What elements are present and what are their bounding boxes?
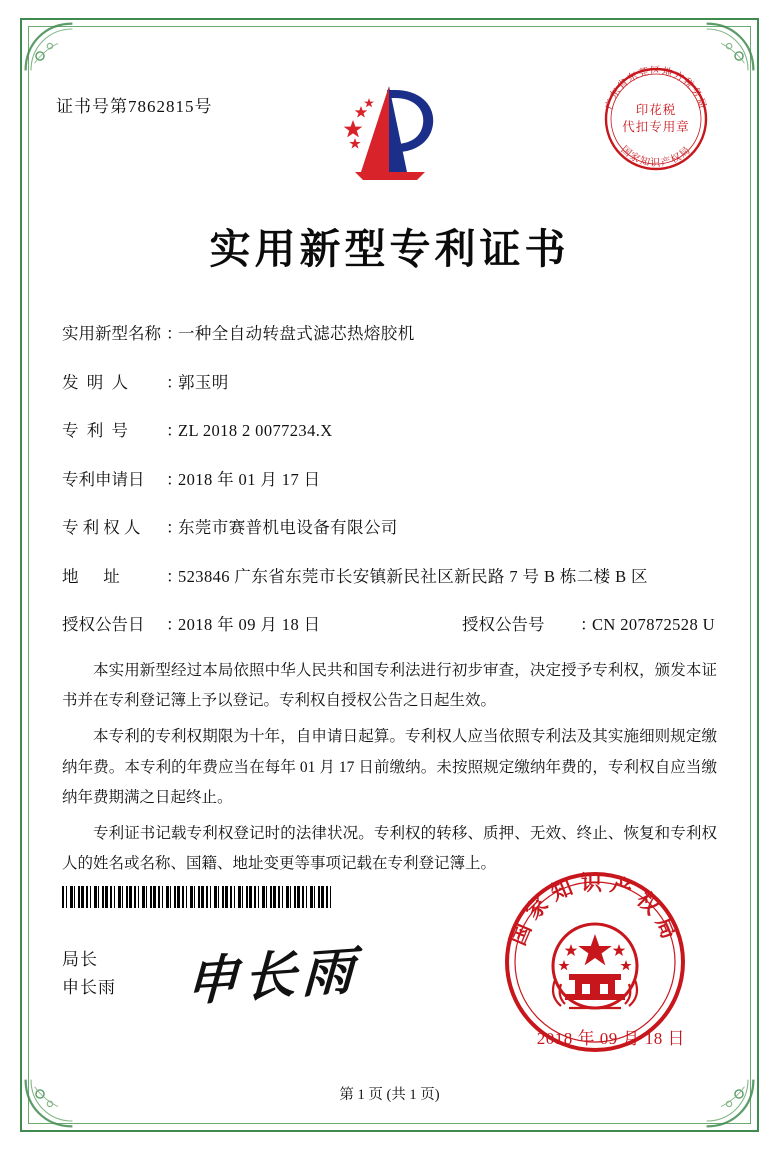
field-colon: ：: [166, 469, 183, 489]
field-label: 专 利 权 人: [62, 518, 141, 538]
legal-paragraph: 本专利的专利权期限为十年，自申请日起算。专利权人应当依照专利法及其实施细则规定缴纳年费。本专利的年费应当在每年 01 月 17 日前缴纳。未按照规定缴纳年费的，专利权自应当缴纳年费期满之日起终止。: [62, 728, 717, 806]
field-label: 授权公告号: [462, 615, 545, 635]
field-label: 专 利 号: [62, 421, 128, 441]
field-colon: ：: [166, 372, 183, 392]
grant-date-group: [62, 612, 462, 638]
field-list: [62, 321, 723, 656]
field-row-address: [62, 564, 723, 590]
field-row-patentee: [62, 515, 723, 541]
handwritten-signature: 申长雨: [184, 939, 361, 1014]
field-value: 2018 年 09 月 18 日: [178, 615, 321, 635]
field-label: 实用新型名称: [62, 324, 161, 343]
certificate-content: [56, 56, 723, 1103]
tax-stamp-seal: [595, 58, 717, 180]
tax-stamp-line2: 代扣专用章: [622, 120, 690, 134]
field-value: 一种全自动转盘式滤芯热熔胶机: [178, 324, 415, 343]
field-value: CN 207872528 U: [592, 615, 715, 635]
svg-text:国家知识产权局: [618, 144, 693, 169]
director-name: 申长雨: [62, 978, 116, 998]
field-colon: ：: [166, 566, 183, 586]
field-label: 授权公告日: [62, 615, 145, 635]
field-value: 523846 广东省东莞市长安镇新民社区新民路 7 号 B 栋二楼 B 区: [178, 566, 648, 586]
legal-paragraph: 本实用新型经过本局依照中华人民共和国专利法进行初步审查，决定授予专利权，颁发本证书并在专利登记簿上予以登记。专利权自授权公告之日起生效。: [62, 662, 717, 710]
seal-arc-text: 国家知识产权局: [505, 871, 685, 949]
field-value: 2018 年 01 月 17 日: [178, 469, 321, 489]
tax-stamp-arc-top: 广东省东莞区地方税务局: [603, 66, 709, 111]
field-row-application-date: [62, 467, 723, 493]
field-colon: ：: [166, 518, 183, 538]
field-label: 地 址: [62, 566, 120, 586]
director-title-label: 局长: [62, 950, 98, 969]
barcode: [62, 886, 332, 908]
field-value: 郭玉明: [178, 372, 229, 392]
field-label: 专利申请日: [62, 469, 145, 489]
field-value: 东莞市赛普机电设备有限公司: [178, 518, 398, 538]
page-footer: 第 1 页 (共 1 页): [339, 1087, 440, 1103]
field-colon: ：: [166, 615, 183, 635]
field-row-patent-name: [62, 321, 723, 347]
legal-text-block: [62, 656, 717, 886]
field-colon: ：: [166, 324, 183, 343]
legal-paragraph: 专利证书记载专利权登记时的法律状况。专利权的转移、质押、无效、终止、恢复和专利权人的姓名或名称、国籍、地址变更等事项记载在专利登记簿上。: [62, 825, 717, 873]
field-colon: ：: [580, 615, 597, 635]
certificate-number: 证书号第7862815号: [56, 97, 213, 116]
field-label: 发 明 人: [62, 372, 128, 392]
field-row-grant-info: [62, 612, 723, 638]
tax-stamp-arc-bottom: 国家知识产权局: [618, 144, 694, 169]
signature-block: [62, 946, 116, 1002]
field-value: ZL 2018 2 0077234.X: [178, 421, 333, 441]
field-colon: ：: [166, 421, 183, 441]
field-row-patent-number: [62, 418, 723, 444]
seal-date: 2018 年 09 月 18 日: [536, 1029, 685, 1048]
tax-stamp-line1: 印花税: [635, 103, 677, 117]
cnipa-logo-icon: [325, 76, 455, 191]
page-title: 实用新型专利证书: [209, 225, 570, 273]
grant-publication-number-group: [462, 612, 723, 638]
field-row-inventor: [62, 370, 723, 396]
